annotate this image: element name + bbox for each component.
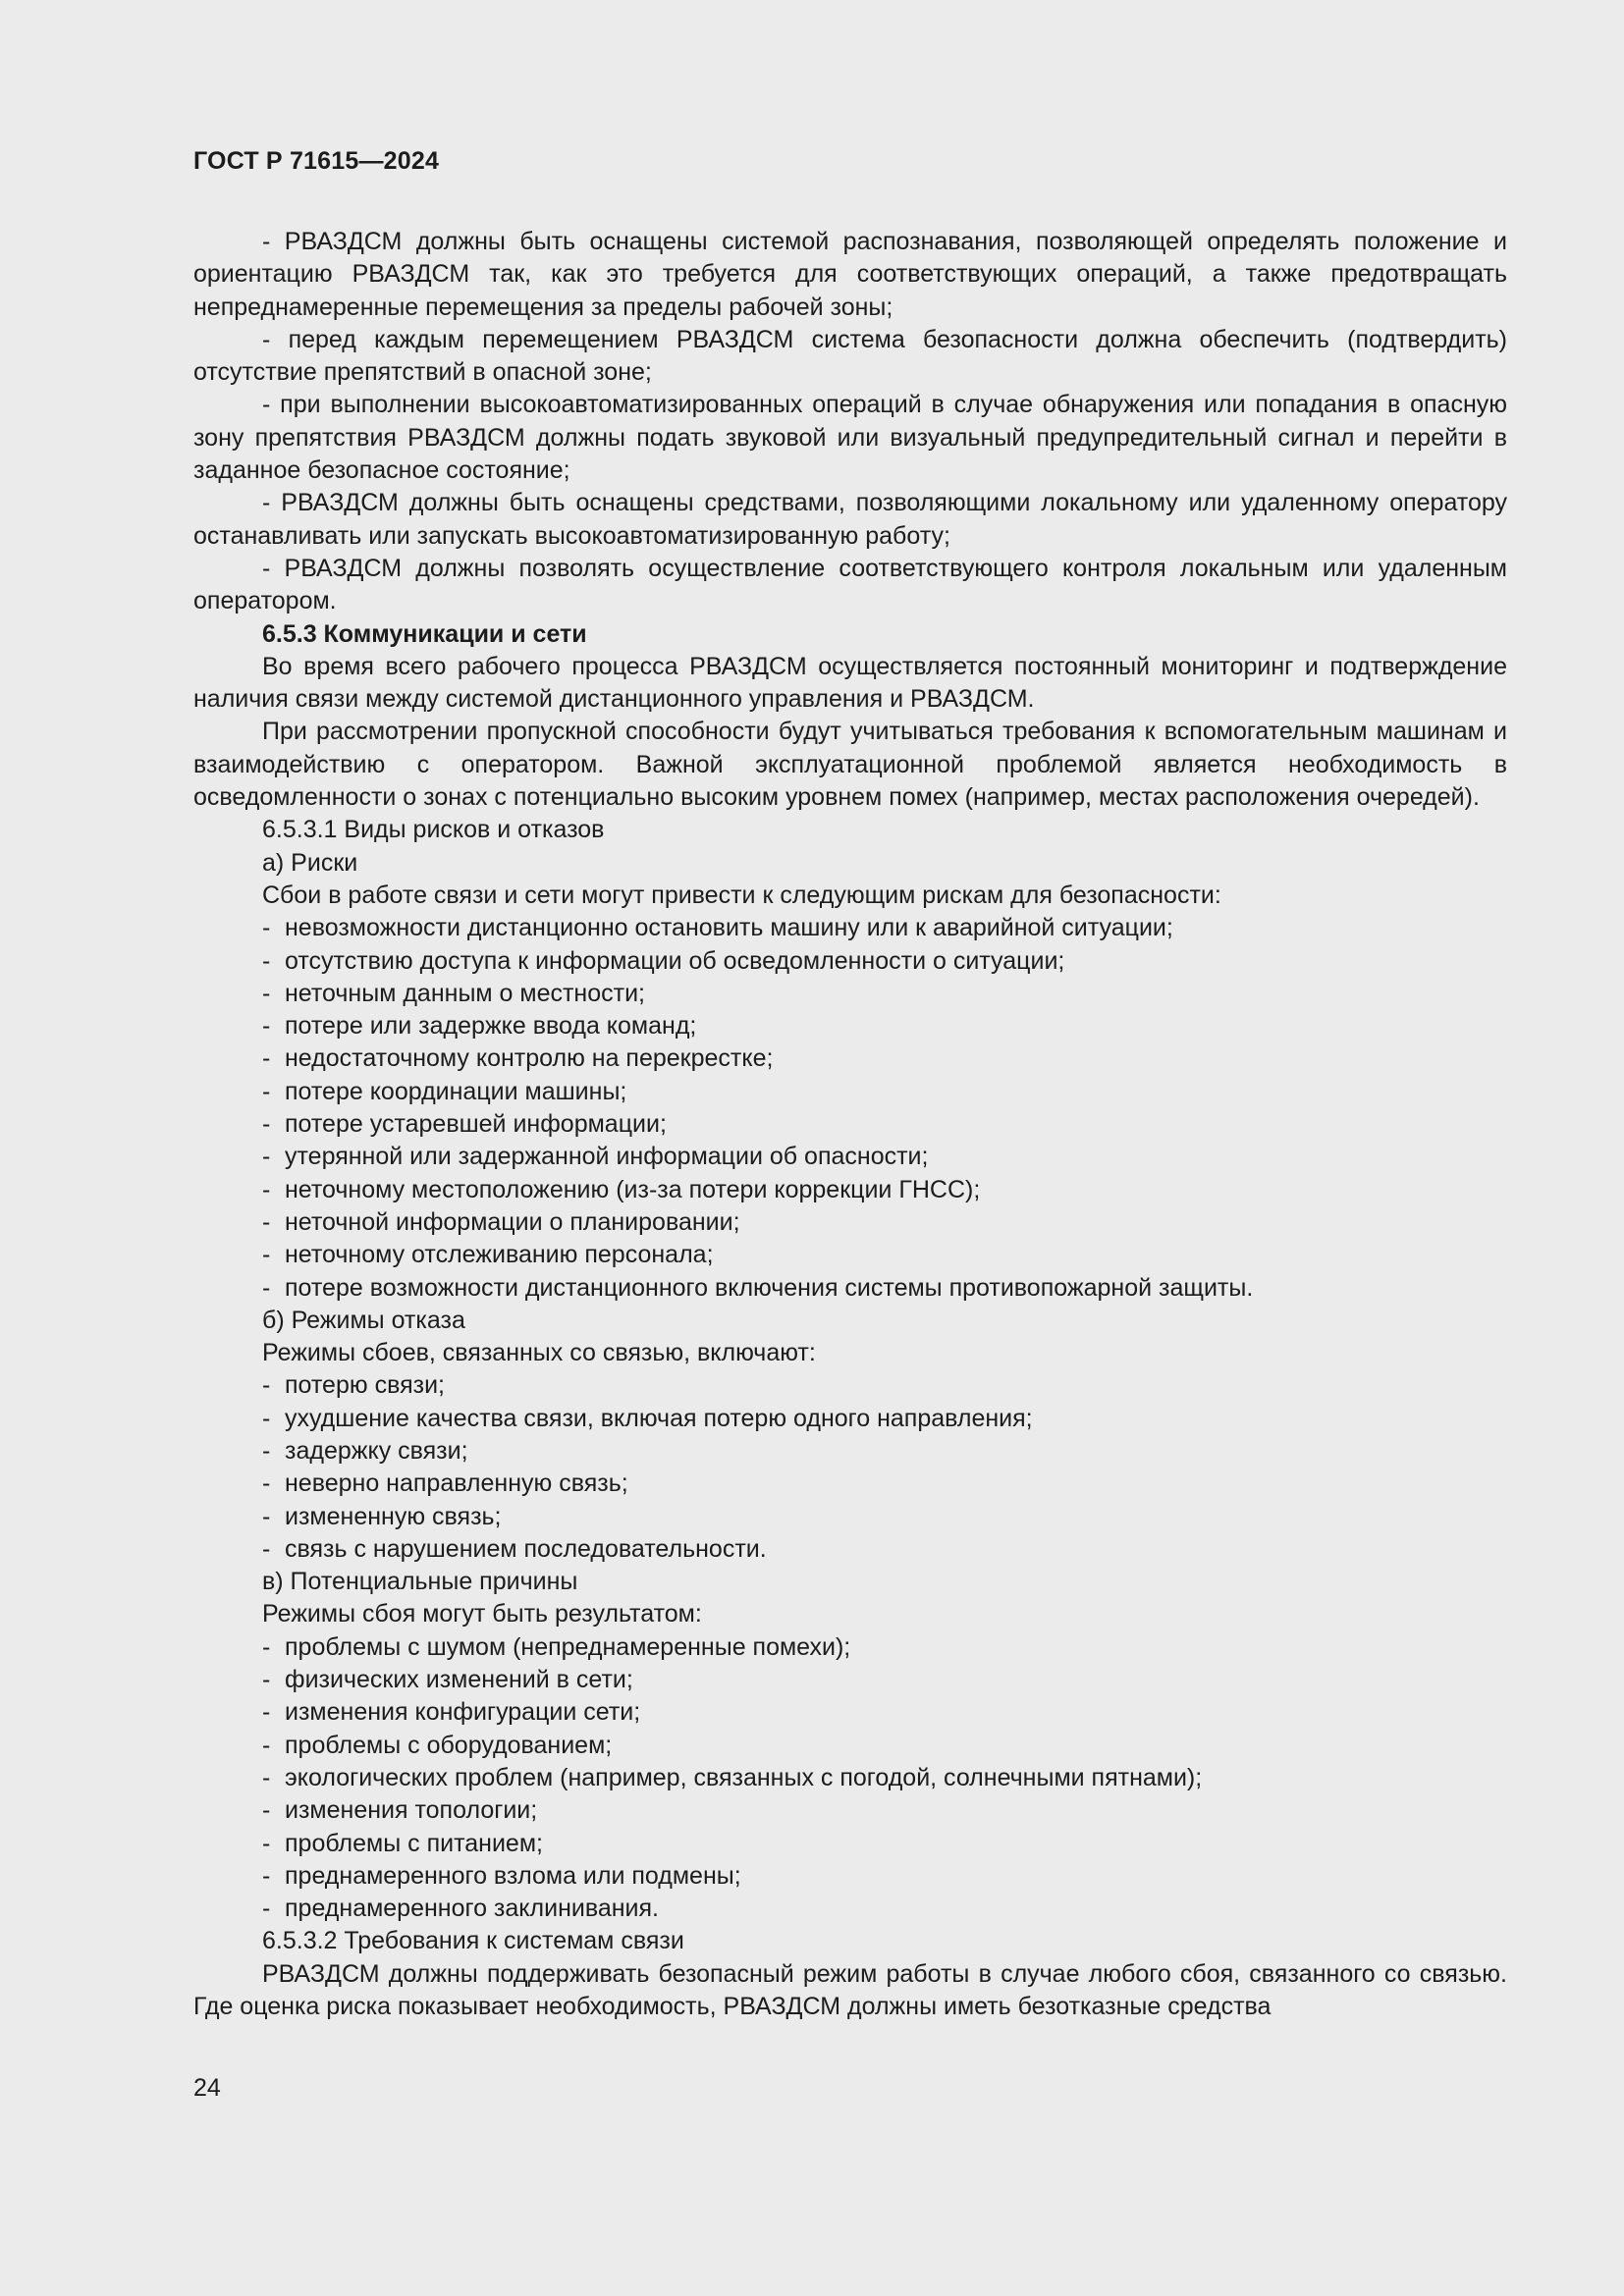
list-item: - проблемы с питанием;	[262, 1829, 543, 1857]
section-paragraph: Во время всего рабочего процесса РВАЗДСМ осуществляется постоянный мониторинг и подтверждение наличия связи между системой дистанционного управления и РВАЗДСМ.	[193, 652, 1507, 714]
list-item: - невозможности дистанционно остановить машину или к аварийной ситуации;	[262, 914, 1173, 942]
intro-bullet: - перед каждым перемещением РВАЗДСМ система безопасности должна обеспечить (подтвердить) отсутствие препятствий в опасной зоне;	[193, 325, 1507, 387]
list-item: - экологических проблем (например, связанных с погодой, солнечными пятнами);	[262, 1763, 1203, 1791]
subsection-label-potential-causes: в) Потенциальные причины	[262, 1568, 578, 1596]
list-item: - неточному местоположению (из-за потери коррекции ГНСС);	[262, 1175, 981, 1203]
list-item: - задержку связи;	[262, 1436, 468, 1465]
list-item: - преднамеренного взлома или подмены;	[262, 1861, 741, 1890]
list-item: - неверно направленную связь;	[262, 1469, 628, 1498]
list-item: - измененную связь;	[262, 1502, 502, 1530]
list-item: - потере или задержке ввода команд;	[262, 1012, 697, 1041]
risks-list	[193, 912, 1507, 1305]
subsection-intro: Режимы сбоя могут быть результатом:	[262, 1600, 702, 1629]
subsection-label-risks: а) Риски	[262, 848, 358, 877]
list-item: - неточному отслеживанию персонала;	[262, 1241, 714, 1269]
subsection-intro: Сбои в работе связи и сети могут привести к следующим рискам для безопасности:	[262, 881, 1221, 909]
list-item: - изменения конфигурации сети;	[262, 1698, 641, 1727]
list-item: - утерянной или задержанной информации об опасности;	[262, 1143, 929, 1171]
list-item: - проблемы с шумом (непреднамеренные помехи);	[262, 1632, 851, 1661]
intro-requirements-list	[193, 226, 1507, 618]
intro-bullet: - РВАЗДСМ должны быть оснащены средствами, позволяющими локальному или удаленному оператору останавливать или запускать высокоавтоматизированную работу;	[193, 489, 1507, 550]
document-body	[193, 226, 1507, 2023]
list-item: - потере возможности дистанционного включения системы противопожарной защиты.	[262, 1273, 1254, 1302]
intro-bullet: - при выполнении высокоавтоматизированных операций в случае обнаружения или попадания в опасную зону препятствия РВАЗДСМ должны подать звуковой или визуальный предупредительный сигнал и перейти в заданное безопасное состояние;	[193, 391, 1507, 485]
section-paragraph: При рассмотрении пропускной способности будут учитываться требования к вспомогательным машинам и взаимодействию с оператором. Важной эксплуатационной проблемой является необходимость в осведомленности о зонах с потенциально высоким уровнем помех (например, местах расположения очередей).	[193, 718, 1507, 812]
intro-bullet: - РВАЗДСМ должны быть оснащены системой распознавания, позволяющей определять положение и ориентацию РВАЗДСМ так, как это требуется для соответствующих операций, а также предотвращать непреднамеренные перемещения за пределы рабочей зоны;	[193, 228, 1507, 321]
section-heading-6-5-3: 6.5.3 Коммуникации и сети	[262, 619, 587, 648]
list-item: - отсутствию доступа к информации об осведомленности о ситуации;	[262, 946, 1065, 975]
subsection-label-failure-modes: б) Режимы отказа	[262, 1306, 465, 1334]
list-item: - преднамеренного заклинивания.	[262, 1895, 659, 1923]
list-item: - связь с нарушением последовательности.	[262, 1534, 767, 1563]
failure-modes-list	[193, 1369, 1507, 1566]
section-heading-6-5-3-1: 6.5.3.1 Виды рисков и отказов	[262, 816, 605, 844]
list-item: - неточным данным о местности;	[262, 979, 646, 1007]
list-item: - потере координации машины;	[262, 1077, 627, 1105]
list-item: - потерю связи;	[262, 1371, 445, 1400]
list-item: - физических изменений в сети;	[262, 1666, 633, 1694]
list-item: - проблемы с оборудованием;	[262, 1731, 613, 1759]
list-item: - изменения топологии;	[262, 1796, 538, 1825]
section-paragraph: РВАЗДСМ должны поддерживать безопасный режим работы в случае любого сбоя, связанного со связью. Где оценка риска показывает необходимость, РВАЗДСМ должны иметь безотказные средства	[193, 1959, 1507, 2021]
list-item: - ухудшение качества связи, включая потерю одного направления;	[262, 1404, 1033, 1432]
page-number: 24	[193, 2074, 221, 2102]
section-heading-6-5-3-2: 6.5.3.2 Требования к системам связи	[262, 1927, 684, 1955]
subsection-intro: Режимы сбоев, связанных со связью, включают:	[262, 1339, 816, 1367]
list-item: - неточной информации о планировании;	[262, 1207, 740, 1236]
list-item: - недостаточному контролю на перекрестке;	[262, 1044, 774, 1073]
potential-causes-list	[193, 1631, 1507, 1926]
intro-bullet: - РВАЗДСМ должны позволять осуществление соответствующего контроля локальным или удаленным оператором.	[193, 554, 1507, 615]
list-item: - потере устаревшей информации;	[262, 1110, 667, 1139]
document-header: ГОСТ Р 71615—2024	[193, 147, 440, 175]
